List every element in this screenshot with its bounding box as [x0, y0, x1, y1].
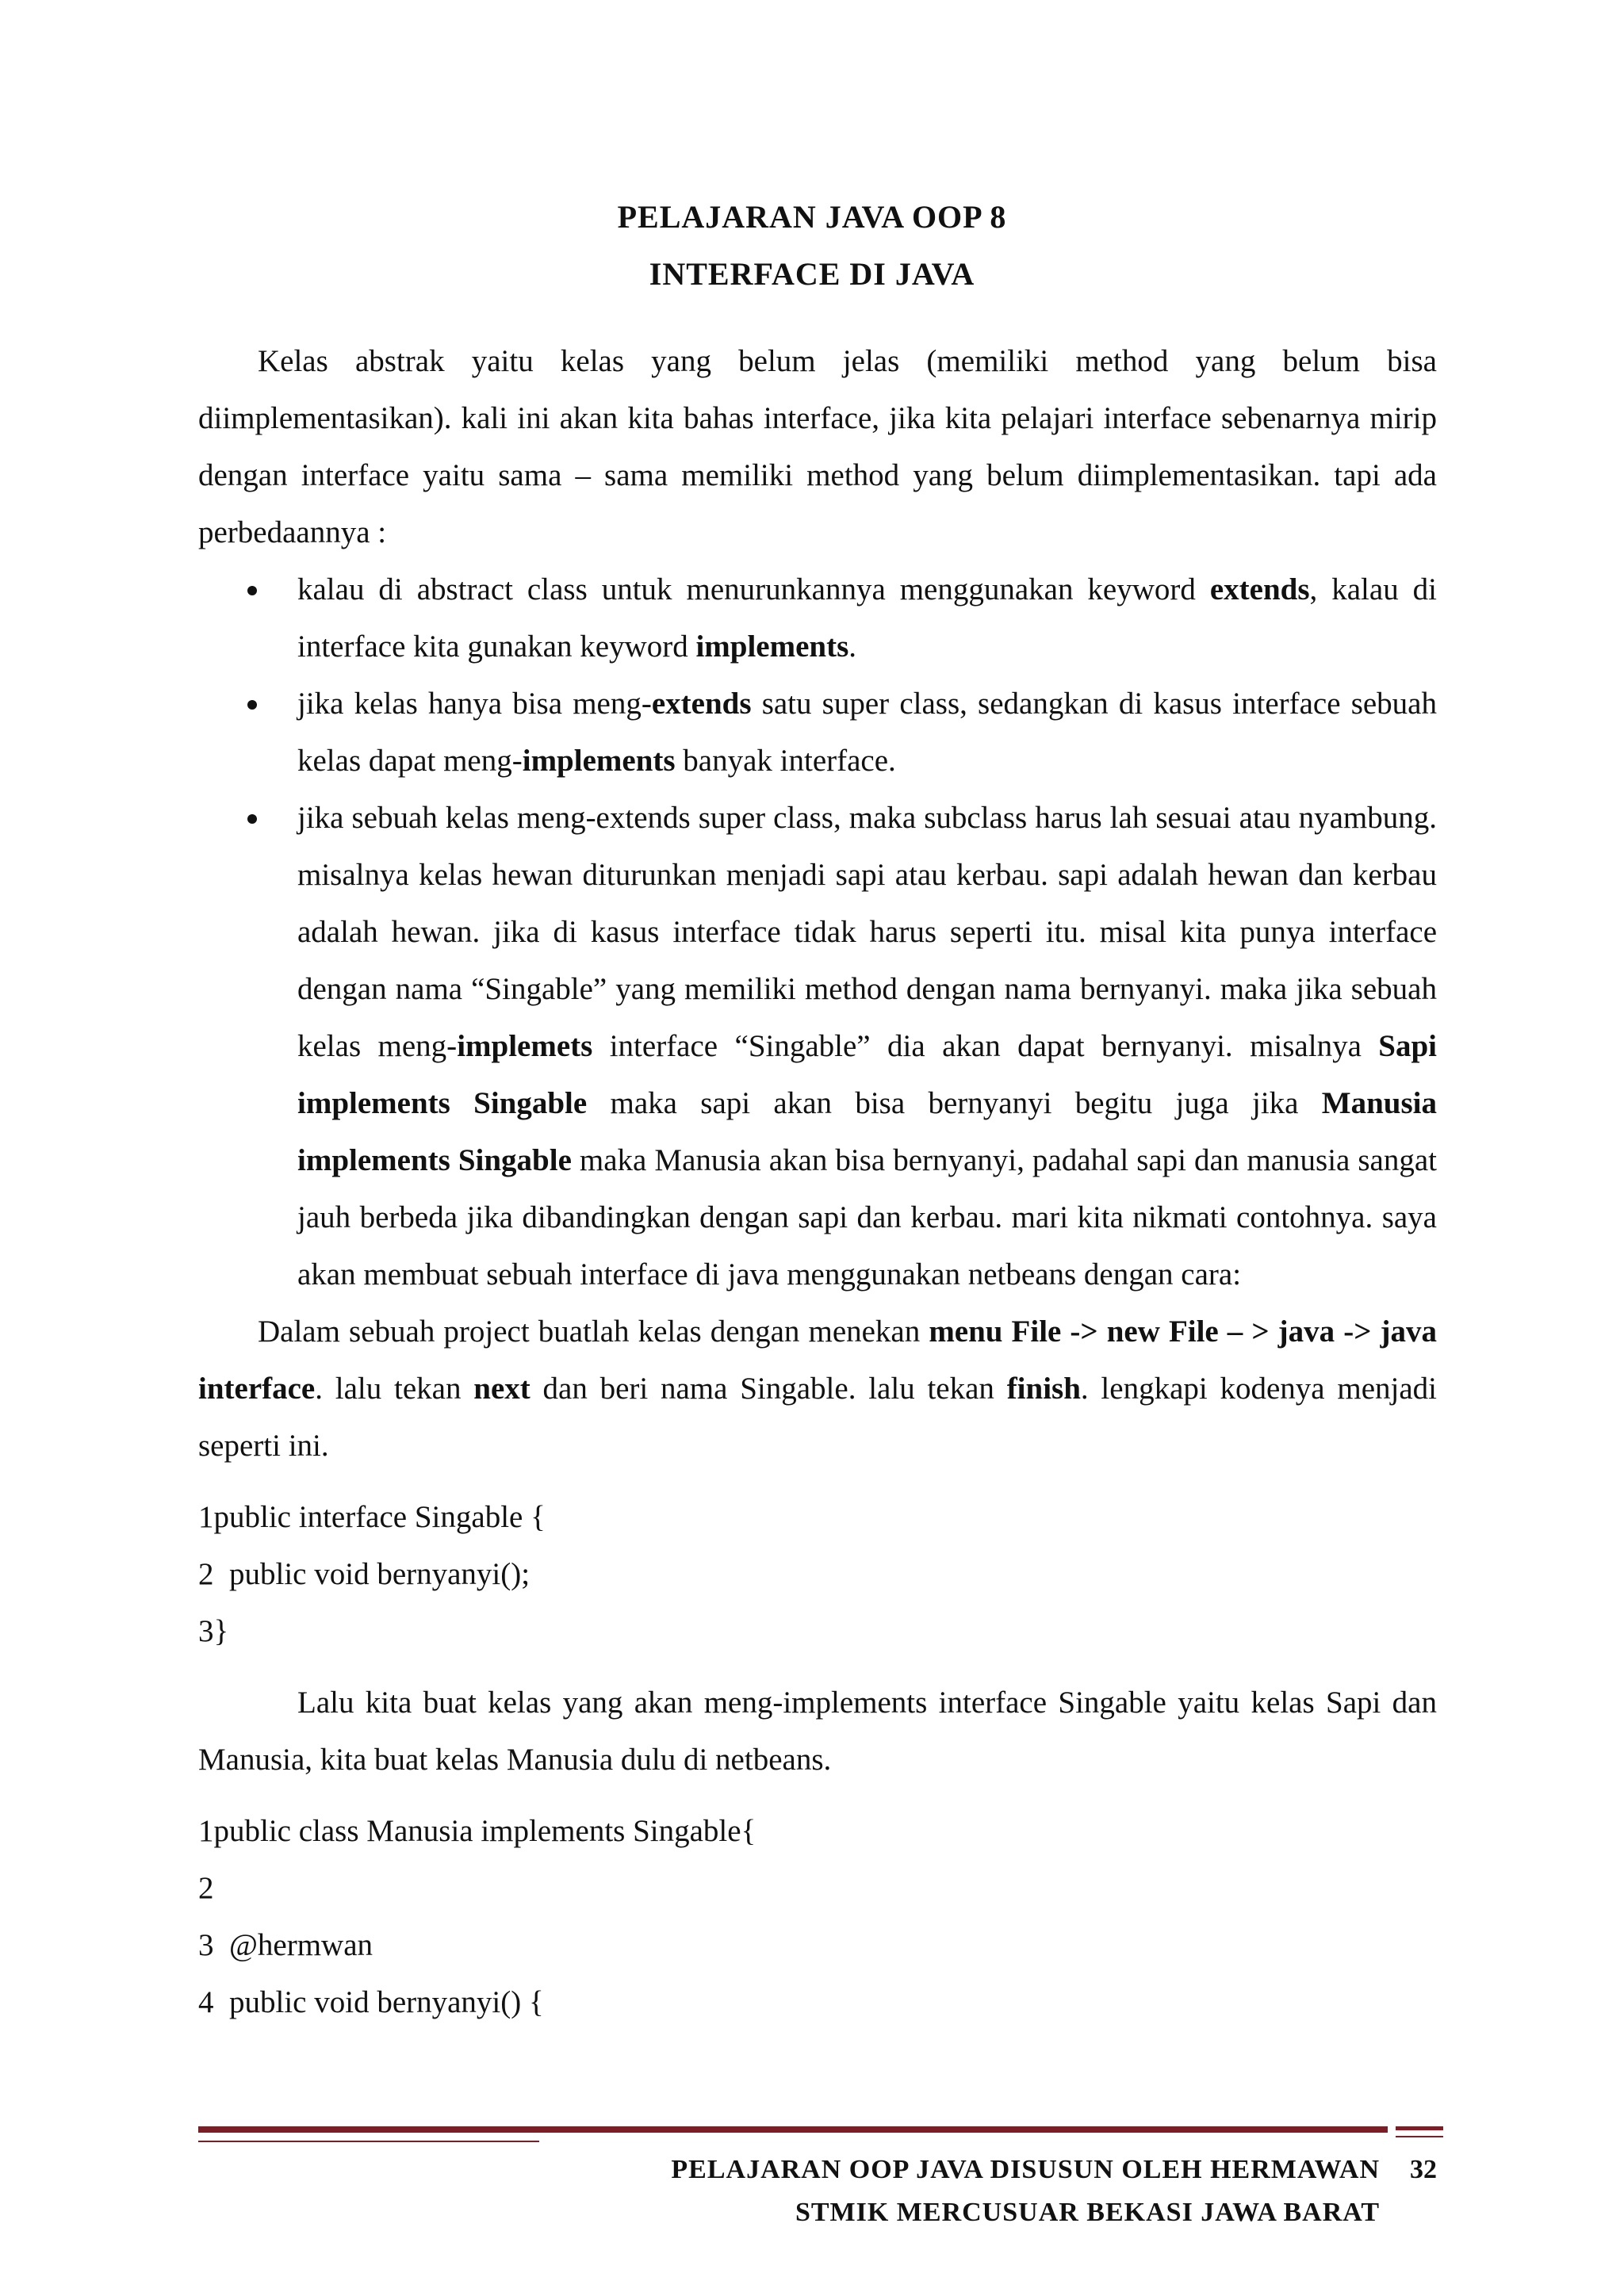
- finish-keyword: finish: [1006, 1372, 1081, 1406]
- body-text: [198, 333, 1437, 2031]
- footer-rule-right: [1396, 2126, 1443, 2130]
- list-item-text: jika sebuah kelas meng-extends super class, maka subclass harus lah sesuai atau nyambung. misalnya kelas hewan diturunkan menjadi sapi atau kerbau. sapi adalah hewan dan kerbau adalah hewan. jika di kasus interface tidak harus seperti itu. misal kita punya interface dengan nama “Singable” yang memiliki method dengan nama bernyanyi. maka jika sebuah kelas meng-: [297, 801, 1437, 1063]
- keyword-implements: implements: [695, 629, 849, 664]
- bullet-icon: [247, 700, 257, 710]
- list-item: [198, 675, 1437, 790]
- page-number: 32: [1410, 2155, 1437, 2184]
- page-title-line2: INTERFACE DI JAVA: [649, 256, 975, 292]
- intro-paragraph: Kelas abstrak yaitu kelas yang belum jelas (memiliki method yang belum bisa diimplementasikan). kali ini akan kita bahas interface, jika kita pelajari interface sebenarnya mirip dengan interface yaitu sama – sama memiliki method yang belum diimplementasikan. tapi ada perbedaannya :: [198, 344, 1437, 549]
- list-item: [198, 790, 1437, 1303]
- keyword-extends: extends: [651, 687, 752, 721]
- list-item-text: satu super class, sedangkan di kasus interface sebuah kelas dapat meng-: [297, 687, 1437, 778]
- spacer: [198, 1475, 1437, 1489]
- keyword-extends: extends: [1209, 572, 1310, 607]
- list-item-text: kalau di abstract class untuk menurunkannya menggunakan keyword: [297, 572, 1210, 607]
- instruction-text: . lalu tekan: [315, 1372, 474, 1406]
- bullet-icon: [247, 586, 257, 595]
- code-block-manusia: [198, 1803, 1437, 2031]
- list-item: [198, 561, 1437, 675]
- code-block-singable: [198, 1489, 1437, 1660]
- list-item-text: maka sapi akan bisa bernyanyi begitu juga jika: [587, 1086, 1322, 1120]
- list-item-text: maka Manusia akan bisa bernyanyi, padahal sapi dan manusia sangat jauh berbeda jika dibandingkan dengan sapi dan kerbau. mari kita nikmati contohnya. saya akan membuat sebuah interface di java menggunakan netbeans dengan cara:: [297, 1143, 1437, 1292]
- spacer: [198, 1660, 1437, 1674]
- instruction-text: Dalam sebuah project buatlah kelas dengan menekan: [258, 1314, 929, 1349]
- list-item-text: banyak interface.: [675, 744, 896, 778]
- instruction-text: dan beri nama Singable. lalu tekan: [530, 1372, 1007, 1406]
- footer-rule: [198, 2126, 1388, 2133]
- menu-path: menu File -> new File – > java -> java interface: [198, 1314, 1437, 1406]
- code-line: 4 public void bernyanyi() {: [198, 1985, 544, 2019]
- page-title-line1: PELAJARAN JAVA OOP 8: [617, 199, 1007, 235]
- manusia-paragraph: Lalu kita buat kelas yang akan meng-implements interface Singable yaitu kelas Sapi dan Manusia, kita buat kelas Manusia dulu di netbeans.: [198, 1686, 1437, 1777]
- code-line: 3 @hermwan: [198, 1928, 373, 1962]
- list-item-text: , kalau di interface kita gunakan keyword: [297, 572, 1437, 664]
- code-line: 1public class Manusia implements Singable{: [198, 1814, 756, 1848]
- footer-author: PELAJARAN OOP JAVA DISUSUN OLEH HERMAWAN: [671, 2155, 1380, 2184]
- code-line: 2: [198, 1871, 214, 1905]
- next-keyword: next: [473, 1372, 530, 1406]
- list-item-text: interface “Singable” dia akan dapat bernyanyi. misalnya: [592, 1029, 1379, 1063]
- code-line: 2 public void bernyanyi();: [198, 1557, 530, 1591]
- keyword-implemets: implemets: [457, 1029, 593, 1063]
- difference-list: [198, 561, 1437, 1303]
- footer-rule-right-thin: [1396, 2136, 1443, 2137]
- instruction-text: . lengkapi kodenya menjadi seperti ini.: [198, 1372, 1437, 1463]
- footer-institution: STMIK MERCUSUAR BEKASI JAWA BARAT: [795, 2198, 1380, 2227]
- example-sapi: Sapi implements Singable: [297, 1029, 1437, 1120]
- footer-rule-thin: [198, 2141, 539, 2142]
- code-line: 3}: [198, 1614, 229, 1648]
- list-item-text: jika kelas hanya bisa meng-: [297, 687, 652, 721]
- example-manusia: Manusia implements Singable: [297, 1086, 1437, 1177]
- list-item-text: .: [848, 629, 857, 664]
- code-line: 1public interface Singable {: [198, 1500, 546, 1534]
- keyword-implements: implements: [522, 744, 676, 778]
- instruction-paragraph: [198, 1303, 1437, 1475]
- bullet-icon: [247, 814, 257, 824]
- spacer: [198, 1789, 1437, 1803]
